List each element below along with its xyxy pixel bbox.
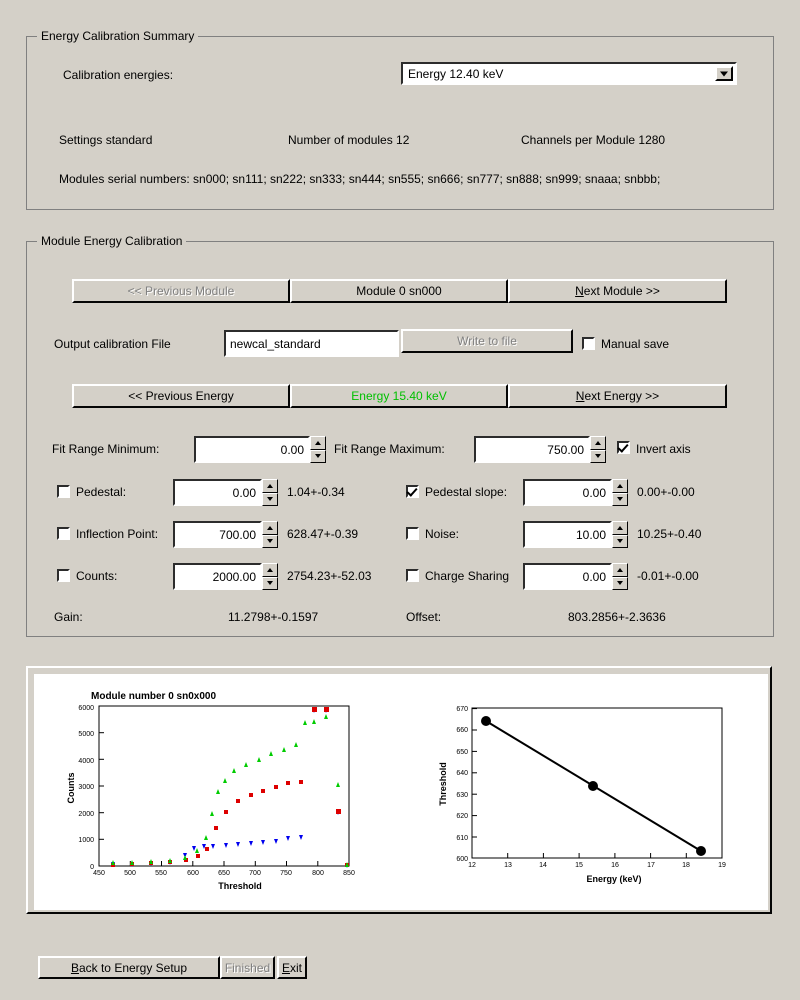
spinner-down-icon[interactable] — [262, 535, 278, 549]
invert-axis-checkbox[interactable] — [617, 441, 630, 454]
noise-checkbox[interactable] — [406, 527, 419, 540]
pedestal-slope-spinner[interactable] — [523, 479, 628, 506]
svg-text:3000: 3000 — [78, 784, 94, 791]
pedestal-value[interactable]: 0.00 — [173, 479, 262, 506]
counts-vs-threshold-chart — [44, 696, 374, 896]
calibration-energies-label: Calibration energies: — [63, 68, 174, 82]
pedestal-checkbox[interactable] — [57, 485, 70, 498]
manual-save-label: Manual save — [601, 337, 670, 351]
fit-range-maximum-arrows[interactable] — [590, 436, 606, 463]
spinner-down-icon[interactable] — [612, 577, 628, 591]
offset-value: 803.2856+-2.3636 — [568, 610, 666, 624]
noise-result: 10.25+-0.40 — [637, 527, 702, 541]
pedestal-result: 1.04+-0.34 — [287, 485, 345, 499]
svg-text:5000: 5000 — [78, 731, 94, 738]
svg-text:13: 13 — [504, 862, 512, 869]
svg-text:Counts: Counts — [66, 772, 76, 804]
svg-text:750: 750 — [280, 870, 292, 877]
invert-axis-label: Invert axis — [636, 442, 691, 456]
pedestal-spinner[interactable] — [173, 479, 278, 506]
noise-arrows[interactable] — [612, 521, 628, 548]
fit-range-maximum-spinner[interactable] — [474, 436, 606, 463]
exit-button[interactable] — [277, 956, 307, 979]
svg-text:670: 670 — [456, 706, 468, 713]
pedestal-slope-label: Pedestal slope: — [425, 485, 508, 499]
settings-label: Settings standard — [59, 133, 153, 147]
inflection-point-arrows[interactable] — [262, 521, 278, 548]
charge-sharing-result: -0.01+-0.00 — [637, 569, 699, 583]
manual-save-checkbox[interactable] — [582, 337, 595, 350]
noise-spinner[interactable] — [523, 521, 628, 548]
svg-text:Threshold: Threshold — [218, 881, 262, 891]
fit-range-maximum-value[interactable]: 750.00 — [474, 436, 590, 463]
gain-value: 11.2798+-0.1597 — [228, 610, 319, 624]
svg-text:15: 15 — [575, 862, 583, 869]
spinner-down-icon[interactable] — [612, 493, 628, 507]
exit-label: Exit — [281, 960, 302, 975]
spinner-up-icon[interactable] — [612, 479, 628, 493]
back-to-energy-setup-label: Back to Energy Setup — [70, 960, 188, 975]
chevron-down-icon[interactable] — [715, 66, 733, 81]
svg-text:Threshold: Threshold — [438, 762, 448, 806]
svg-text:610: 610 — [456, 835, 468, 842]
charge-sharing-value[interactable]: 0.00 — [523, 563, 612, 590]
noise-value[interactable]: 10.00 — [523, 521, 612, 548]
svg-text:630: 630 — [456, 792, 468, 799]
svg-text:17: 17 — [647, 862, 655, 869]
svg-text:12: 12 — [468, 862, 476, 869]
spinner-up-icon[interactable] — [310, 436, 326, 450]
svg-text:550: 550 — [155, 870, 167, 877]
pedestal-slope-value[interactable]: 0.00 — [523, 479, 612, 506]
charge-sharing-checkbox[interactable] — [406, 569, 419, 582]
next-module-label: Next Module >> — [575, 284, 660, 298]
svg-text:2000: 2000 — [78, 811, 94, 818]
svg-text:Energy (keV): Energy (keV) — [586, 874, 642, 884]
svg-text:640: 640 — [456, 770, 468, 777]
plots-canvas — [34, 674, 768, 910]
threshold-vs-energy-chart — [424, 696, 754, 896]
inflection-point-checkbox[interactable] — [57, 527, 70, 540]
pedestal-arrows[interactable] — [262, 479, 278, 506]
channels-per-module-label: Channels per Module 1280 — [521, 133, 666, 147]
current-module-button[interactable]: Module 0 sn000 — [290, 279, 508, 303]
svg-text:650: 650 — [218, 870, 230, 877]
module-serial-numbers-label: Modules serial numbers: sn000; sn111; sn222; sn333; sn444; sn555; sn666; sn777; sn888; sn999; snaaa; snbbb; — [59, 172, 661, 186]
next-module-button[interactable] — [508, 279, 727, 303]
pedestal-slope-arrows[interactable] — [612, 479, 628, 506]
svg-text:1000: 1000 — [78, 837, 94, 844]
fit-range-minimum-spinner[interactable] — [194, 436, 326, 463]
svg-text:4000: 4000 — [78, 758, 94, 765]
counts-spinner[interactable] — [173, 563, 278, 590]
calibration-energy-combo[interactable] — [401, 62, 737, 85]
svg-text:600: 600 — [187, 870, 199, 877]
spinner-down-icon[interactable] — [262, 493, 278, 507]
charge-sharing-arrows[interactable] — [612, 563, 628, 590]
current-energy-button[interactable]: Energy 15.40 keV — [290, 384, 508, 408]
spinner-down-icon[interactable] — [612, 535, 628, 549]
svg-text:18: 18 — [682, 862, 690, 869]
svg-text:19: 19 — [718, 862, 726, 869]
noise-label: Noise: — [425, 527, 460, 541]
output-calibration-file-label: Output calibration File — [54, 337, 171, 351]
counts-arrows[interactable] — [262, 563, 278, 590]
fit-range-minimum-arrows[interactable] — [310, 436, 326, 463]
number-of-modules-label: Number of modules 12 — [288, 133, 410, 147]
spinner-down-icon[interactable] — [590, 450, 606, 464]
svg-text:700: 700 — [249, 870, 261, 877]
svg-text:600: 600 — [456, 856, 468, 863]
spinner-up-icon[interactable] — [262, 521, 278, 535]
plots-panel — [26, 666, 772, 914]
spinner-up-icon[interactable] — [612, 521, 628, 535]
svg-text:800: 800 — [312, 870, 324, 877]
output-calibration-file-input[interactable]: newcal_standard — [224, 330, 399, 357]
svg-text:650: 650 — [456, 749, 468, 756]
svg-text:14: 14 — [539, 862, 547, 869]
fit-range-minimum-label: Fit Range Minimum: — [52, 442, 160, 456]
left-chart-title: Module number 0 sn0x000 — [91, 691, 217, 702]
back-to-energy-setup-button[interactable] — [38, 956, 220, 979]
inflection-point-spinner[interactable] — [173, 521, 278, 548]
write-to-file-button[interactable]: Write to file — [401, 329, 573, 353]
charge-sharing-spinner[interactable] — [523, 563, 628, 590]
counts-result: 2754.23+-52.03 — [287, 569, 372, 583]
next-energy-label: Next Energy >> — [575, 389, 660, 403]
spinner-down-icon[interactable] — [262, 577, 278, 591]
fit-range-maximum-label: Fit Range Maximum: — [334, 442, 445, 456]
pedestal-label: Pedestal: — [76, 485, 127, 499]
svg-text:850: 850 — [343, 870, 355, 877]
summary-group-legend: Energy Calibration Summary — [37, 29, 198, 43]
spinner-up-icon[interactable] — [262, 479, 278, 493]
next-energy-button[interactable] — [508, 384, 727, 408]
svg-text:660: 660 — [456, 727, 468, 734]
module-group-legend: Module Energy Calibration — [37, 234, 186, 248]
previous-module-button[interactable]: << Previous Module — [72, 279, 290, 303]
calibration-energy-value: Energy 12.40 keV — [408, 66, 504, 81]
svg-text:450: 450 — [93, 870, 105, 877]
previous-energy-button[interactable]: << Previous Energy — [72, 384, 290, 408]
svg-text:620: 620 — [456, 813, 468, 820]
spinner-up-icon[interactable] — [262, 563, 278, 577]
pedestal-slope-checkbox[interactable] — [406, 485, 419, 498]
counts-label: Counts: — [76, 569, 118, 583]
counts-checkbox[interactable] — [57, 569, 70, 582]
inflection-point-label: Inflection Point: — [76, 527, 159, 541]
offset-label: Offset: — [406, 610, 442, 624]
spinner-down-icon[interactable] — [310, 450, 326, 464]
inflection-point-result: 628.47+-0.39 — [287, 527, 359, 541]
svg-text:500: 500 — [124, 870, 136, 877]
svg-text:0: 0 — [90, 864, 94, 871]
gain-label: Gain: — [54, 610, 83, 624]
inflection-point-value[interactable]: 700.00 — [173, 521, 262, 548]
charge-sharing-label: Charge Sharing — [425, 569, 510, 583]
counts-value[interactable]: 2000.00 — [173, 563, 262, 590]
fit-range-minimum-value[interactable]: 0.00 — [194, 436, 310, 463]
finished-button[interactable]: Finished — [220, 956, 275, 979]
pedestal-slope-result: 0.00+-0.00 — [637, 485, 695, 499]
spinner-up-icon[interactable] — [590, 436, 606, 450]
spinner-up-icon[interactable] — [612, 563, 628, 577]
svg-text:6000: 6000 — [78, 705, 94, 712]
svg-text:16: 16 — [611, 862, 619, 869]
